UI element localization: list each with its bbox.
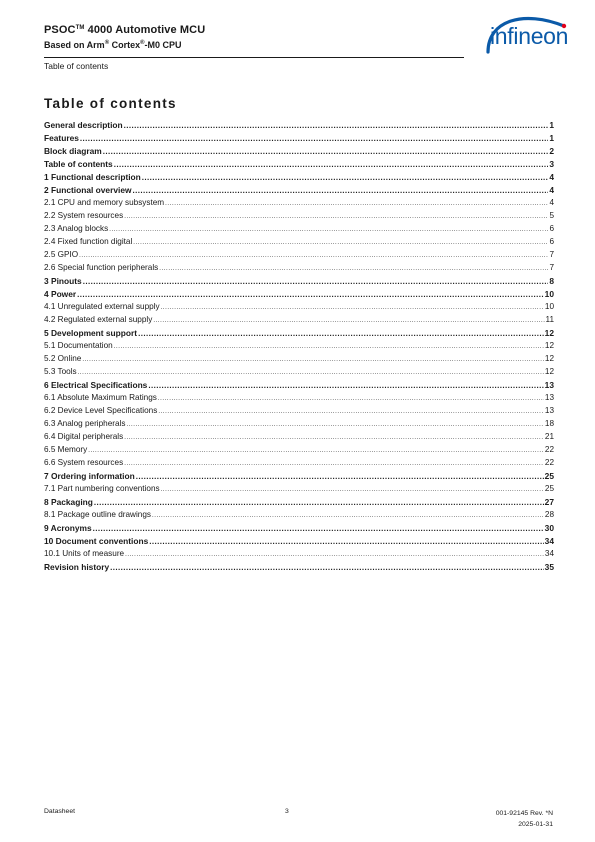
- toc-entry-title: 4.2 Regulated external supply: [44, 315, 153, 324]
- toc-leader-dots: [161, 305, 544, 311]
- toc-entry[interactable]: [44, 289, 554, 302]
- toc-leader-dots: [165, 201, 548, 207]
- toc-entry-page: 7: [549, 263, 554, 272]
- toc-entry[interactable]: [44, 354, 554, 367]
- logo-wordmark: infineon: [490, 23, 569, 49]
- toc-entry-title: 2 Functional overview: [44, 185, 132, 195]
- toc-entry[interactable]: [44, 302, 554, 315]
- toc-entry[interactable]: [44, 159, 554, 172]
- toc-leader-dots: [126, 422, 543, 428]
- toc-entry[interactable]: [44, 263, 554, 276]
- toc-entry[interactable]: [44, 237, 554, 250]
- toc-entry[interactable]: [44, 484, 554, 497]
- toc-entry-page: 25: [544, 471, 554, 481]
- toc-entry[interactable]: [44, 211, 554, 224]
- toc-entry[interactable]: [44, 315, 554, 328]
- subtitle-part-a: Based on Arm: [44, 40, 105, 50]
- toc-entry-title: 1 Functional description: [44, 172, 141, 182]
- toc-entry[interactable]: [44, 497, 554, 510]
- toc-entry-page: 22: [544, 445, 554, 454]
- toc-entry[interactable]: [44, 250, 554, 263]
- document-title: [44, 24, 205, 36]
- toc-entry[interactable]: [44, 341, 554, 354]
- toc-entry-page: 1: [549, 133, 554, 143]
- toc-entry-page: 12: [544, 367, 554, 376]
- toc-entry-page: 10: [544, 289, 554, 299]
- toc-entry[interactable]: [44, 120, 554, 133]
- toc-entry-page: 28: [544, 510, 554, 519]
- toc-entry-title: 6.5 Memory: [44, 445, 88, 454]
- toc-entry-page: 1: [549, 120, 554, 130]
- toc-entry-page: 11: [545, 315, 554, 324]
- toc-entry-title: Revision history: [44, 562, 110, 572]
- footer-doc-info: [496, 808, 553, 830]
- infineon-logo: [478, 12, 584, 64]
- toc-entry-title: 8.1 Package outline drawings: [44, 510, 151, 519]
- toc-leader-dots: [78, 370, 544, 376]
- toc-entry-page: 10: [544, 302, 554, 311]
- toc-entry-page: 34: [544, 536, 554, 546]
- toc-entry[interactable]: [44, 562, 554, 575]
- toc-entry-page: 13: [544, 406, 554, 415]
- toc-leader-dots: [158, 396, 544, 402]
- toc-leader-dots: [114, 160, 549, 169]
- toc-entry-title: 2.4 Fixed function digital: [44, 237, 133, 246]
- toc-entry-title: 5 Development support: [44, 328, 138, 338]
- registered-mark-2: ®: [140, 40, 145, 46]
- toc-leader-dots: [124, 214, 548, 220]
- toc-leader-dots: [142, 173, 549, 182]
- subtitle-part-b: Cortex: [109, 40, 141, 50]
- toc-entry-title: 4 Power: [44, 289, 77, 299]
- toc-entry[interactable]: [44, 549, 554, 562]
- toc-entry[interactable]: [44, 328, 554, 341]
- document-subtitle: [44, 40, 182, 50]
- toc-leader-dots: [88, 448, 544, 454]
- footer-date: 2025-01-31: [518, 821, 553, 828]
- toc-leader-dots: [152, 513, 544, 519]
- toc-entry-title: 6 Electrical Specifications: [44, 380, 148, 390]
- toc-leader-dots: [158, 409, 544, 415]
- toc-entry-page: 7: [549, 250, 554, 259]
- registered-mark-1: ®: [104, 40, 110, 46]
- toc-leader-dots: [124, 461, 544, 467]
- toc-entry[interactable]: [44, 510, 554, 523]
- footer-doc-number: 001-92145 Rev. *N: [495, 810, 553, 817]
- toc-entry[interactable]: [44, 523, 554, 536]
- toc-entry-title: Features: [44, 133, 79, 143]
- toc-entry-page: 12: [544, 328, 554, 338]
- footer-doc-type: Datasheet: [44, 808, 75, 815]
- toc-entry-title: Table of contents: [44, 159, 113, 169]
- toc-entry-page: 18: [544, 419, 554, 428]
- toc-leader-dots: [161, 487, 544, 493]
- toc-entry-title: Block diagram: [44, 146, 102, 156]
- toc-leader-dots: [82, 357, 544, 363]
- toc-entry-page: 6: [549, 224, 554, 233]
- toc-entry-page: 13: [544, 393, 554, 402]
- toc-entry[interactable]: [44, 536, 554, 549]
- header-divider: [44, 57, 464, 58]
- subtitle-part-c: -M0 CPU: [144, 40, 182, 50]
- toc-leader-dots: [133, 240, 548, 246]
- toc-entry[interactable]: [44, 458, 554, 471]
- toc-leader-dots: [110, 563, 544, 572]
- footer-page-number: 3: [285, 808, 289, 815]
- toc-entry-title: 6.3 Analog peripherals: [44, 419, 126, 428]
- toc-leader-dots: [124, 435, 544, 441]
- toc-heading: Table of contents: [44, 96, 177, 111]
- toc-leader-dots: [103, 147, 549, 156]
- toc-leader-dots: [94, 498, 544, 507]
- toc-entry[interactable]: [44, 406, 554, 419]
- toc-entry-page: 3: [549, 159, 554, 169]
- toc-entry-page: 2: [549, 146, 554, 156]
- toc-entry[interactable]: [44, 172, 554, 185]
- toc-leader-dots: [136, 472, 544, 481]
- toc-entry-title: 2.5 GPIO: [44, 250, 79, 259]
- toc-leader-dots: [109, 227, 548, 233]
- toc-entry[interactable]: [44, 419, 554, 432]
- toc-entry-page: 27: [544, 497, 554, 507]
- toc-entry-title: 6.6 System resources: [44, 458, 124, 467]
- toc-entry[interactable]: [44, 432, 554, 445]
- toc-entry-title: 2.6 Special function peripherals: [44, 263, 159, 272]
- toc-leader-dots: [133, 186, 549, 195]
- toc-entry[interactable]: [44, 146, 554, 159]
- toc-entry-title: 2.3 Analog blocks: [44, 224, 109, 233]
- trademark-mark: TM: [75, 25, 85, 31]
- toc-entry[interactable]: [44, 224, 554, 237]
- toc-entry[interactable]: [44, 367, 554, 380]
- toc-entry-page: 4: [549, 172, 554, 182]
- toc-entry-page: 22: [544, 458, 554, 467]
- toc-entry-page: 35: [544, 562, 554, 572]
- toc-entry-title: 7 Ordering information: [44, 471, 135, 481]
- toc-entry-title: 10 Document conventions: [44, 536, 149, 546]
- toc-entry[interactable]: [44, 471, 554, 484]
- toc-entry-title: 6.4 Digital peripherals: [44, 432, 124, 441]
- toc-entry[interactable]: [44, 198, 554, 211]
- toc-entry-page: 13: [544, 380, 554, 390]
- toc-leader-dots: [153, 318, 544, 324]
- toc-entry-title: 4.1 Unregulated external supply: [44, 302, 160, 311]
- toc-entry-page: 34: [544, 549, 554, 558]
- toc-entry-page: 8: [549, 276, 554, 286]
- toc-leader-dots: [125, 552, 544, 558]
- toc-leader-dots: [79, 253, 548, 259]
- toc-entry-page: 4: [549, 198, 554, 207]
- toc-entry[interactable]: [44, 133, 554, 146]
- toc-leader-dots: [149, 537, 543, 546]
- toc-entry-title: 3 Pinouts: [44, 276, 82, 286]
- toc-entry-page: 30: [544, 523, 554, 533]
- toc-leader-dots: [83, 277, 549, 286]
- toc-list: [44, 120, 554, 575]
- toc-entry-title: 2.1 CPU and memory subsystem: [44, 198, 165, 207]
- toc-entry-page: 25: [544, 484, 554, 493]
- toc-entry-title: General description: [44, 120, 123, 130]
- toc-entry-page: 4: [549, 185, 554, 195]
- toc-entry-title: 6.2 Device Level Specifications: [44, 406, 158, 415]
- header-section-label: Table of contents: [44, 61, 109, 71]
- toc-leader-dots: [114, 344, 544, 350]
- toc-entry-title: 5.1 Documentation: [44, 341, 113, 350]
- toc-entry-title: 10.1 Units of measure: [44, 549, 125, 558]
- toc-leader-dots: [148, 381, 543, 390]
- toc-entry-page: 6: [549, 237, 554, 246]
- toc-entry-title: 5.2 Online: [44, 354, 82, 363]
- title-product: PSOC: [44, 24, 76, 36]
- toc-entry-title: 7.1 Part numbering conventions: [44, 484, 160, 493]
- toc-entry[interactable]: [44, 445, 554, 458]
- toc-entry-page: 21: [544, 432, 554, 441]
- toc-entry[interactable]: [44, 185, 554, 198]
- toc-leader-dots: [159, 266, 548, 272]
- toc-entry[interactable]: [44, 276, 554, 289]
- title-rest: 4000 Automotive MCU: [84, 24, 206, 36]
- toc-entry-title: 9 Acronyms: [44, 523, 92, 533]
- toc-entry-title: 8 Packaging: [44, 497, 93, 507]
- toc-entry[interactable]: [44, 393, 554, 406]
- toc-entry-title: 6.1 Absolute Maximum Ratings: [44, 393, 157, 402]
- toc-leader-dots: [93, 524, 544, 533]
- toc-entry-title: 5.3 Tools: [44, 367, 77, 376]
- toc-leader-dots: [124, 121, 549, 130]
- toc-entry[interactable]: [44, 380, 554, 393]
- toc-entry-title: 2.2 System resources: [44, 211, 124, 220]
- toc-entry-page: 5: [549, 211, 554, 220]
- toc-entry-page: 12: [544, 354, 554, 363]
- toc-leader-dots: [80, 134, 548, 143]
- toc-leader-dots: [138, 329, 544, 338]
- toc-leader-dots: [77, 290, 544, 299]
- toc-entry-page: 12: [544, 341, 554, 350]
